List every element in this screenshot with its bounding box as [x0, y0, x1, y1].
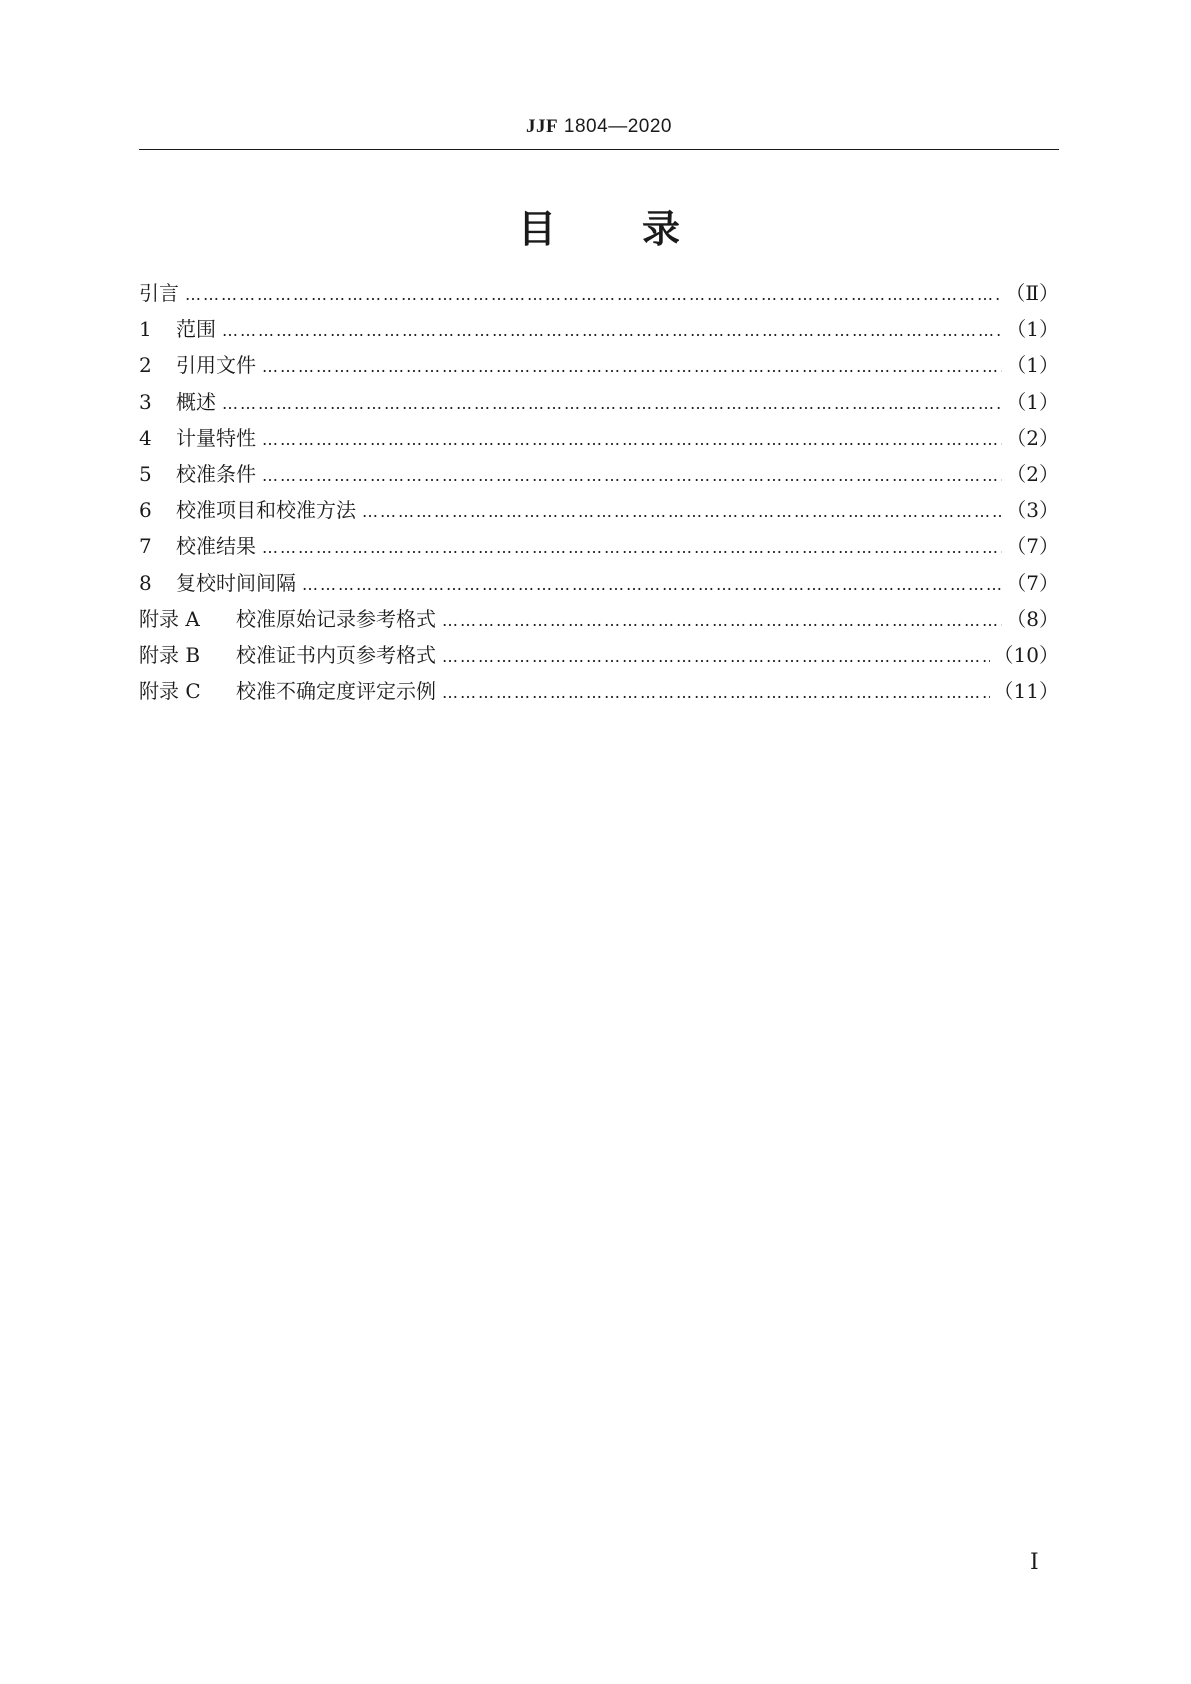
toc-leader-dots — [442, 642, 990, 672]
toc-entry-number: 3 — [139, 389, 152, 414]
toc-leader-dots — [262, 533, 1002, 563]
page-title — [139, 198, 1059, 253]
toc-leader-dots — [442, 678, 990, 708]
toc-entry-3[interactable] — [139, 387, 1059, 423]
toc-entry-number: 6 — [139, 498, 152, 523]
toc-entry-label: 校准证书内页参考格式 — [236, 642, 436, 667]
toc-entry-label: 校准条件 — [176, 461, 256, 486]
title-char-2: 录 — [642, 207, 681, 251]
toc-entry-label: 计量特性 — [176, 425, 256, 450]
toc-entry-page: （1） — [1006, 317, 1059, 342]
toc-entry-label: 复校时间间隔 — [176, 570, 296, 595]
toc-entry-5[interactable] — [139, 459, 1059, 495]
toc-appendix-prefix: 附录 A — [139, 606, 200, 631]
toc-entry-appendix-c[interactable] — [139, 676, 1059, 712]
toc-leader-dots — [262, 461, 1002, 491]
toc-entry-number: 2 — [139, 353, 152, 378]
toc-entry-label: 概述 — [176, 389, 216, 414]
toc-entry-page: （10） — [993, 642, 1059, 667]
toc-entry-number: 5 — [139, 461, 152, 486]
toc-entry-label: 范围 — [176, 317, 216, 342]
toc-entry-label: 引用文件 — [176, 353, 256, 378]
standard-code: JJF — [526, 116, 559, 137]
toc-entry-label: 校准不确定度评定示例 — [236, 679, 436, 704]
toc-entry-number: 7 — [139, 534, 152, 559]
toc-entry-page: （2） — [1006, 461, 1059, 486]
toc-entry-page: （3） — [1006, 498, 1059, 523]
toc-entry-page: （7） — [1006, 570, 1059, 595]
table-of-contents — [139, 278, 1059, 712]
toc-appendix-prefix: 附录 B — [139, 642, 201, 667]
toc-leader-dots — [302, 570, 1002, 600]
toc-entry-number: 4 — [139, 425, 152, 450]
toc-entry-page: （11） — [993, 679, 1059, 704]
toc-entry-preface[interactable] — [139, 278, 1059, 314]
toc-entry-page: （1） — [1006, 353, 1059, 378]
toc-leader-dots — [362, 497, 1002, 527]
toc-appendix-prefix: 附录 C — [139, 679, 201, 704]
toc-leader-dots — [262, 425, 1002, 455]
toc-leader-dots — [262, 352, 1002, 382]
standard-number: 1804—2020 — [563, 116, 672, 137]
title-char-1: 目 — [517, 207, 556, 251]
toc-leader-dots — [222, 316, 1002, 346]
toc-leader-dots — [185, 280, 1001, 310]
toc-entry-6[interactable] — [139, 495, 1059, 531]
toc-leader-dots — [442, 606, 1002, 636]
header-rule — [139, 149, 1059, 150]
toc-entry-label: 引言 — [139, 281, 179, 305]
toc-entry-label: 校准项目和校准方法 — [176, 498, 356, 523]
toc-entry-number: 8 — [139, 570, 152, 595]
toc-entry-label: 校准原始记录参考格式 — [236, 606, 436, 631]
running-header — [139, 116, 1059, 138]
toc-entry-appendix-b[interactable] — [139, 640, 1059, 676]
toc-entry-1[interactable] — [139, 314, 1059, 350]
toc-entry-page: （Ⅱ） — [1005, 281, 1059, 305]
toc-entry-page: （8） — [1006, 606, 1059, 631]
toc-entry-page: （1） — [1006, 389, 1059, 414]
toc-entry-page: （2） — [1006, 425, 1059, 450]
toc-entry-label: 校准结果 — [176, 534, 256, 559]
toc-entry-7[interactable] — [139, 531, 1059, 567]
toc-entry-page: （7） — [1006, 534, 1059, 559]
toc-entry-appendix-a[interactable] — [139, 604, 1059, 640]
toc-leader-dots — [222, 389, 1002, 419]
page-number: Ⅰ — [1030, 1550, 1039, 1575]
toc-entry-2[interactable] — [139, 350, 1059, 386]
toc-entry-8[interactable] — [139, 568, 1059, 604]
toc-entry-4[interactable] — [139, 423, 1059, 459]
toc-entry-number: 1 — [139, 317, 152, 342]
